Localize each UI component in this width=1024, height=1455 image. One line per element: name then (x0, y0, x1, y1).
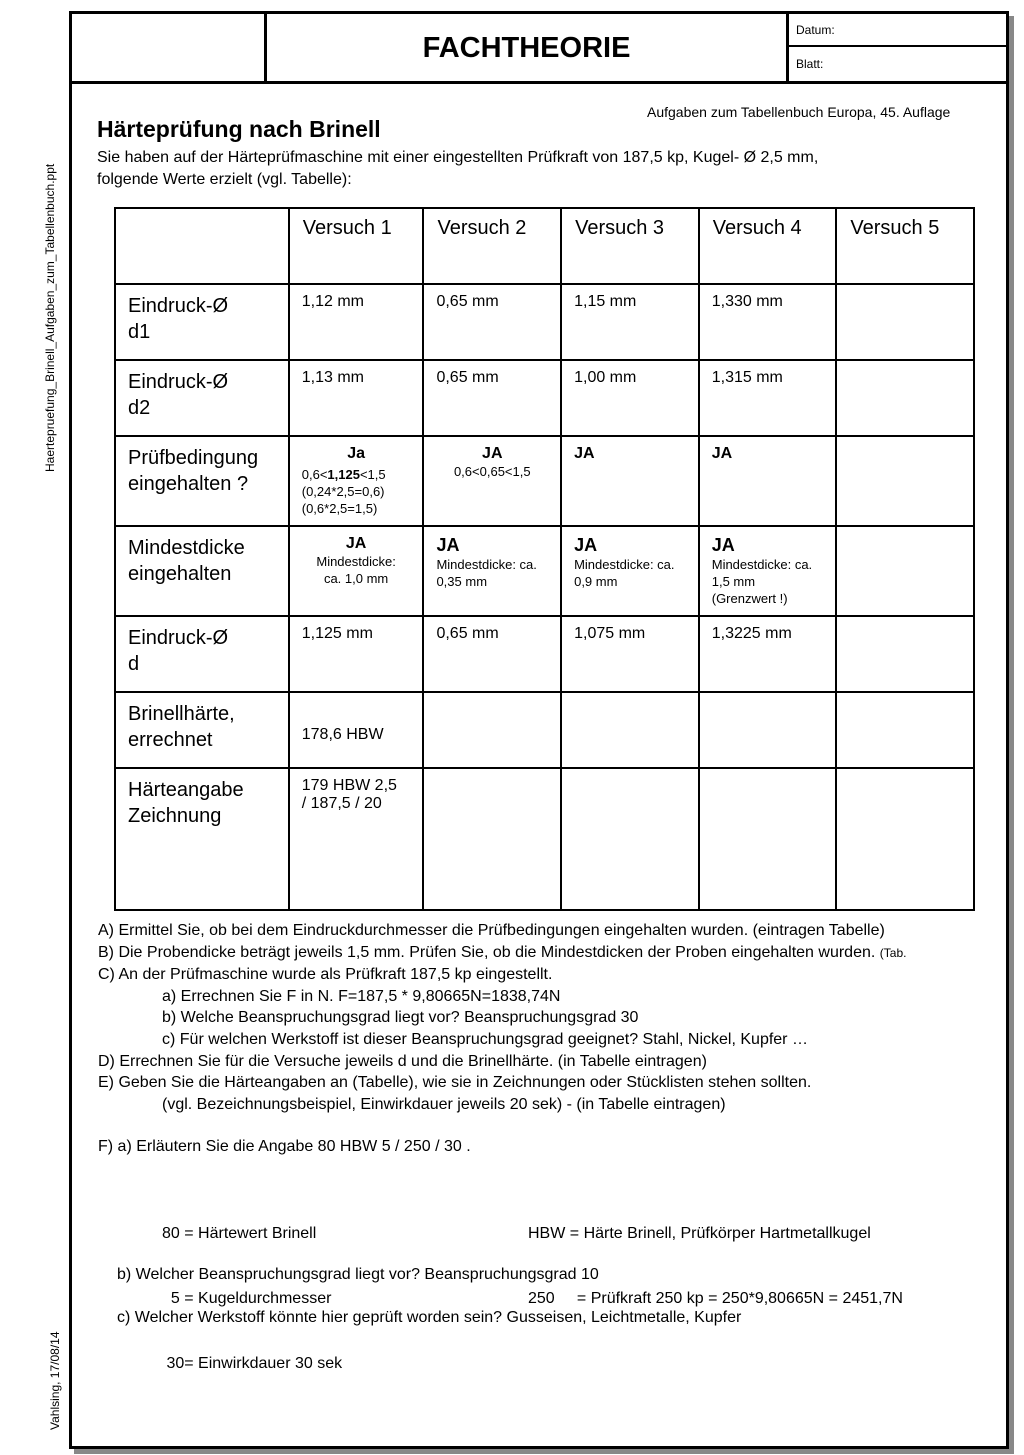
table-cell: 1,3225 mm (699, 616, 837, 692)
table-cell: 1,13 mm (289, 360, 424, 436)
table-row (115, 526, 974, 616)
table-cell: 1,12 mm (289, 284, 424, 360)
table-cell: 178,6 HBW (289, 692, 424, 768)
header-bottom-rule (72, 81, 1006, 84)
table-row (115, 768, 974, 910)
row-label: Eindruck-Ø d1 (115, 284, 289, 360)
table-cell (423, 768, 561, 910)
row-label: Eindruck-Ø d2 (115, 360, 289, 436)
task-c-b: b) Welche Beanspruchungsgrad liegt vor? Beanspruchungsgrad 30 (162, 1009, 639, 1027)
table-cell: JA Mindestdicke: ca. 0,35 mm (423, 526, 561, 616)
table-cell: JA Mindestdicke: ca. 1,0 mm (289, 526, 424, 616)
task-e: E) Geben Sie die Härteangaben an (Tabelle), wie sie in Zeichnungen oder Stücklisten stehen sollten. (98, 1074, 812, 1092)
corner-cell (115, 208, 289, 284)
row-label: Eindruck-Ø d (115, 616, 289, 692)
table-cell (836, 692, 974, 768)
table-cell (561, 692, 699, 768)
task-list (98, 920, 906, 1158)
table-cell: 179 HBW 2,5 / 187,5 / 20 (289, 768, 424, 910)
column-header: Versuch 1 (289, 208, 424, 284)
task-b: B) Die Probendicke beträgt jeweils 1,5 mm. Prüfen Sie, ob die Mindestdicken der Proben eingehalten wurden. (Tab. (98, 943, 907, 961)
table-row (115, 360, 974, 436)
side-filename: Haertepruefung_Brinell_Aufgaben_zum_Tabellenbuch.ppt (43, 163, 57, 472)
task-e-note: (vgl. Bezeichnungsbeispiel, Einwirkdauer jeweils 20 sek) - (in Tabelle eintragen) (162, 1095, 726, 1113)
row-label: Prüfbedingung eingehalten ? (115, 436, 289, 526)
intro-line: folgende Werte erzielt (vgl. Tabelle): (97, 171, 352, 188)
task-f-c: c) Welcher Werkstoff könnte hier geprüft worden sein? Gusseisen, Leichtmetalle, Kupfer (117, 1309, 742, 1326)
column-header: Versuch 5 (836, 208, 974, 284)
task-c-c: c) Für welchen Werkstoff ist dieser Beanspruchungsgrad geeignet? Stahl, Nickel, Kupfer … (162, 1030, 808, 1048)
table-cell: JA 0,6<0,65<1,5 (423, 436, 561, 526)
table-cell: 1,315 mm (699, 360, 837, 436)
table-cell (423, 692, 561, 768)
table-cell: 0,65 mm (423, 284, 561, 360)
table-cell (836, 526, 974, 616)
table-row (115, 284, 974, 360)
table-cell: JA (561, 436, 699, 526)
table-cell: 0,65 mm (423, 616, 561, 692)
table-cell (561, 768, 699, 910)
answer-f-left: 80 = Härtewert Brinell 5 = Kugeldurchmesser 30= Einwirkdauer 30 sek (162, 1225, 343, 1372)
table-row (115, 616, 974, 692)
page-title: FACHTHEORIE (422, 32, 631, 64)
header-divider (786, 45, 1006, 47)
table-header-row (115, 208, 974, 284)
table-cell (699, 768, 837, 910)
answer-f-right: HBW = Härte Brinell, Prüfkörper Hartmetallkugel 250 = Prüfkraft 250 kp = 250*9,80665N = 2451,7N (528, 1225, 903, 1307)
task-c-a: a) Errechnen Sie F in N. F=187,5 * 9,80665N=1838,74N (162, 987, 561, 1005)
table-cell: JA Mindestdicke: ca. 0,9 mm (561, 526, 699, 616)
table-cell: 1,00 mm (561, 360, 699, 436)
column-header: Versuch 2 (423, 208, 561, 284)
task-f: F) a) Erläutern Sie die Angabe 80 HBW 5 / 250 / 30 . (98, 1138, 471, 1156)
table-cell (836, 436, 974, 526)
task-c: C) An der Prüfmaschine wurde als Prüfkraft 187,5 kp eingestellt. (98, 966, 553, 984)
table-cell: JA (699, 436, 837, 526)
task-a: A) Ermittel Sie, ob bei dem Eindruckdurchmesser die Prüfbedingungen eingehalten wurden. (eintragen Tabelle) (98, 922, 885, 939)
table-cell: 1,15 mm (561, 284, 699, 360)
column-header: Versuch 4 (699, 208, 837, 284)
table-cell: 1,125 mm (289, 616, 424, 692)
table-cell (836, 768, 974, 910)
results-table (114, 207, 975, 911)
table-cell: 0,65 mm (423, 360, 561, 436)
task-d: D) Errechnen Sie für die Versuche jeweils d und die Brinellhärte. (in Tabelle eintragen) (98, 1052, 707, 1070)
table-row (115, 692, 974, 768)
row-label: Mindestdicke eingehalten (115, 526, 289, 616)
header-divider (786, 14, 789, 81)
row-label: Härteangabe Zeichnung (115, 768, 289, 910)
row-label: Brinellhärte, errechnet (115, 692, 289, 768)
table-cell: 1,330 mm (699, 284, 837, 360)
blatt-label: Blatt: (796, 57, 824, 71)
source-note: Aufgaben zum Tabellenbuch Europa, 45. Auflage (647, 104, 951, 120)
side-author-date: Vahlsing, 17/08/14 (48, 1331, 62, 1430)
table-cell: JA Mindestdicke: ca. 1,5 mm (Grenzwert !) (699, 526, 837, 616)
column-header: Versuch 3 (561, 208, 699, 284)
table-cell: Ja 0,6<1,125<1,5 (0,24*2,5=0,6) (0,6*2,5=1,5) (289, 436, 424, 526)
datum-label: Datum: (796, 23, 835, 37)
table-cell (836, 360, 974, 436)
table-cell: 1,075 mm (561, 616, 699, 692)
intro-line: Sie haben auf der Härteprüfmaschine mit einer eingestellten Prüfkraft von 187,5 kp, Kugel- Ø 2,5 mm, (97, 149, 819, 166)
table-cell (836, 284, 974, 360)
section-heading: Härteprüfung nach Brinell (97, 116, 381, 142)
task-f-b: b) Welcher Beanspruchungsgrad liegt vor? Beanspruchungsgrad 10 (117, 1266, 599, 1283)
table-cell (699, 692, 837, 768)
table-row (115, 436, 974, 526)
table-cell (836, 616, 974, 692)
